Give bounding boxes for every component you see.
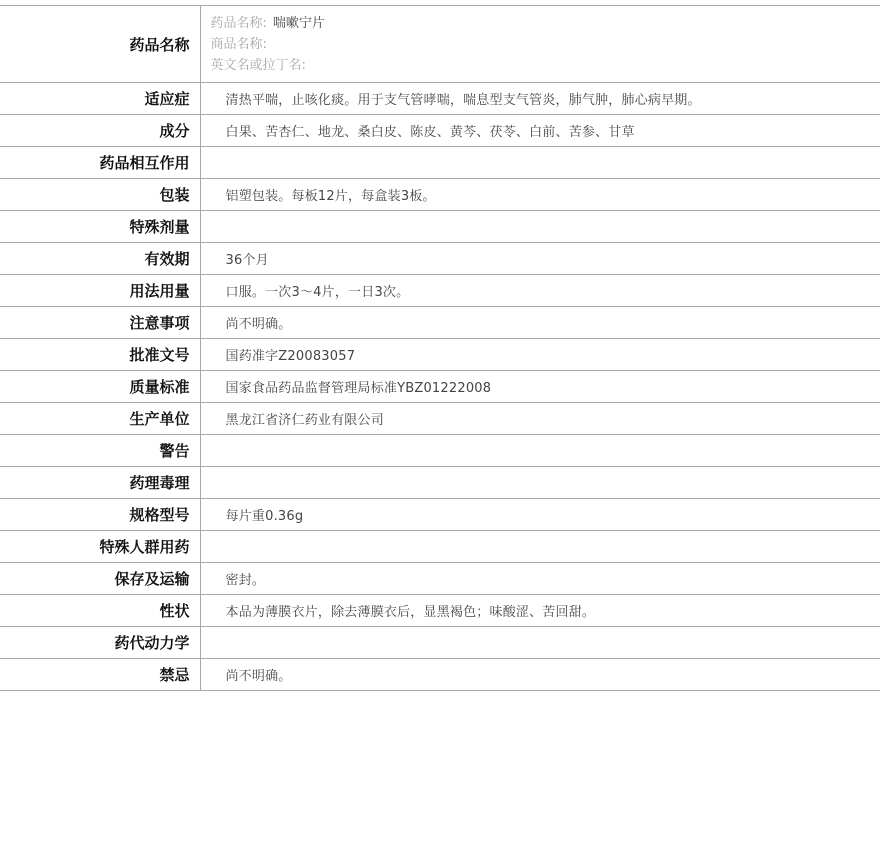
spec-row-special-populations [0,531,880,563]
spec-label: 性状 [0,595,200,627]
spec-row-pharmacology [0,467,880,499]
spec-label: 药理毒理 [0,467,200,499]
spec-label: 保存及运输 [0,563,200,595]
spec-value [200,147,880,179]
spec-value [200,531,880,563]
spec-value: 密封。 [200,563,880,595]
drug-name-block [200,6,880,83]
spec-row-packaging [0,179,880,211]
spec-label: 成分 [0,115,200,147]
spec-value: 国药准字Z20083057 [200,339,880,371]
spec-row-pharmacokinetics [0,627,880,659]
spec-label: 适应症 [0,83,200,115]
spec-value [200,467,880,499]
spec-value: 国家食品药品监督管理局标准YBZ01222008 [200,371,880,403]
spec-row-contraindications [0,659,880,691]
spec-row-storage [0,563,880,595]
spec-label: 注意事项 [0,307,200,339]
spec-row-quality-standard [0,371,880,403]
spec-table-body [0,6,880,691]
spec-value: 每片重0.36g [200,499,880,531]
generic-name-value: 喘嗽宁片 [272,15,325,31]
generic-name-line [211,13,880,34]
spec-label: 生产单位 [0,403,200,435]
spec-label: 规格型号 [0,499,200,531]
spec-label: 用法用量 [0,275,200,307]
spec-row-approval-number [0,339,880,371]
spec-value: 白果、苦杏仁、地龙、桑白皮、陈皮、黄芩、茯苓、白前、苦参、甘草 [200,115,880,147]
spec-label: 药品相互作用 [0,147,200,179]
spec-value: 36个月 [200,243,880,275]
spec-value: 清热平喘，止咳化痰。用于支气管哮喘，喘息型支气管炎，肺气肿，肺心病早期。 [200,83,880,115]
spec-row-specification [0,499,880,531]
spec-row-shelf-life [0,243,880,275]
spec-row-special-dosage [0,211,880,243]
trade-name-key: 商品名称: [210,36,267,52]
spec-label: 特殊剂量 [0,211,200,243]
spec-row-description [0,595,880,627]
trade-name-line [211,34,880,55]
spec-row-precautions [0,307,880,339]
spec-value: 本品为薄膜衣片，除去薄膜衣后，显黑褐色；味酸涩、苦回甜。 [200,595,880,627]
spec-label: 禁忌 [0,659,200,691]
spec-label: 批准文号 [0,339,200,371]
english-name-key: 英文名或拉丁名: [210,57,306,73]
spec-label: 特殊人群用药 [0,531,200,563]
spec-row-indications [0,83,880,115]
spec-value: 尚不明确。 [200,659,880,691]
spec-label: 有效期 [0,243,200,275]
spec-label: 药品名称 [0,6,200,83]
spec-row-manufacturer [0,403,880,435]
generic-name-key: 药品名称: [210,15,267,31]
spec-row-warning [0,435,880,467]
spec-value [200,435,880,467]
spec-label: 质量标准 [0,371,200,403]
drug-spec-table [0,5,880,691]
spec-row-dosage [0,275,880,307]
spec-value: 尚不明确。 [200,307,880,339]
spec-row-interactions [0,147,880,179]
spec-value: 黑龙江省济仁药业有限公司 [200,403,880,435]
spec-value [200,627,880,659]
spec-value: 口服。一次3～4片，一日3次。 [200,275,880,307]
spec-label: 药代动力学 [0,627,200,659]
spec-value [200,211,880,243]
spec-label: 警告 [0,435,200,467]
spec-row-drug-name [0,6,880,83]
spec-value: 铝塑包装。每板12片，每盒装3板。 [200,179,880,211]
spec-label: 包装 [0,179,200,211]
spec-row-ingredients [0,115,880,147]
english-name-line [211,55,880,76]
